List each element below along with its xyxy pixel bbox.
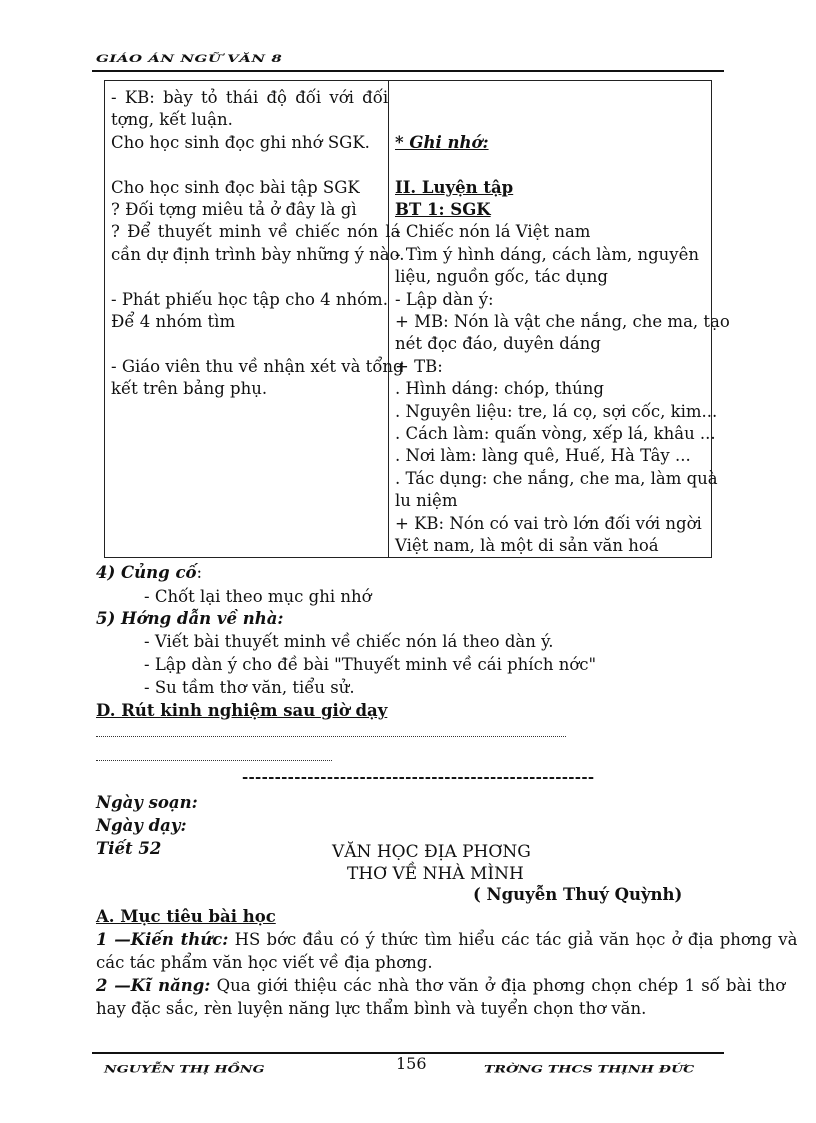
ki-nang-text: Qua giới thiệu các nhà thơ văn ở địa phơng chọn chép 1 số bài thơ: [210, 976, 786, 995]
kien-thuc-label: 1 —Kiến thức:: [96, 930, 229, 949]
ki-nang-label: 2 —Kĩ năng:: [96, 976, 211, 995]
right-line: + TB:: [395, 356, 443, 376]
cung-co-colon: :: [196, 563, 203, 582]
content-column: [389, 81, 730, 558]
section-a-heading: A. Mục tiêu bài học: [96, 907, 276, 926]
right-line: nét đọc đáo, duyên dáng: [395, 334, 601, 354]
left-line: Để 4 nhóm tìm: [111, 312, 236, 332]
ki-nang-text-2: hay đặc sắc, rèn luyện năng lực thẩm bình và tuyển chọn thơ văn.: [96, 999, 647, 1018]
right-line: . Cách làm: quấn vòng, xếp lá, khâu ...: [395, 424, 716, 444]
ghi-nho-heading: * Ghi nhớ:: [395, 132, 489, 152]
header-title: GIÁO ÁN NGỮ VĂN 8: [96, 52, 283, 65]
lesson-title-2: THƠ VỀ NHÀ MÌNH: [347, 864, 524, 884]
huong-dan-item: - Su tầm thơ văn, tiểu sử.: [144, 678, 355, 697]
footer-teacher: NGUYỄN THỊ HỒNG: [104, 1064, 265, 1076]
left-line: kết trên bảng phụ.: [111, 379, 268, 399]
right-line: + KB: Nón có vai trò lớn đối với ngời: [395, 513, 702, 533]
left-line: Cho học sinh đọc bài tập SGK: [111, 177, 360, 197]
kien-thuc-line: [96, 930, 797, 949]
tiet: Tiết 52: [96, 839, 162, 858]
cung-co-label: 4) Củng cố: [96, 563, 197, 582]
right-line: Việt nam, là một di sản văn hoá: [395, 536, 659, 556]
left-line: ? Đối tợng miêu tả ở đây là gì: [111, 200, 357, 220]
bt1-heading: BT 1: SGK: [395, 199, 491, 219]
lesson-title-1: VĂN HỌC ĐỊA PHƠNG: [332, 842, 531, 862]
teacher-activities-column: [105, 81, 405, 558]
footer-school: TRỜNG THCS THỊNH ĐỨC: [484, 1064, 695, 1076]
right-line: - Tìm ý hình dáng, cách làm, nguyên: [395, 244, 700, 264]
separator: ------------------------------------------------------: [242, 768, 595, 786]
left-line: - Phát phiếu học tập cho 4 nhóm.: [111, 289, 388, 309]
left-line: cần dự định trình bày những ý nào.: [111, 244, 405, 264]
huong-dan-heading: 5) Hớng dẫn về nhà:: [96, 609, 284, 628]
ngay-soan: Ngày soạn:: [96, 793, 198, 812]
right-line: . Tác dụng: che nắng, che ma, làm quà: [395, 468, 718, 488]
right-line: - Chiếc nón lá Việt nam: [395, 222, 591, 242]
right-line: . Nguyên liệu: tre, lá cọ, sợi cốc, kim...: [395, 401, 718, 421]
right-line: . Hình dáng: chóp, thúng: [395, 379, 604, 399]
right-line: - Lập dàn ý:: [395, 289, 494, 309]
page-number: 156: [396, 1054, 427, 1073]
left-line: - Giáo viên thu về nhận xét và tổng: [111, 356, 404, 376]
luyen-tap-heading: II. Luyện tập: [395, 177, 514, 197]
huong-dan-item: - Lập dàn ý cho đề bài "Thuyết minh về cái phích nớc": [144, 655, 597, 674]
ngay-day: Ngày dạy:: [96, 816, 187, 835]
right-line: . Nơi làm: làng quê, Huế, Hà Tây ...: [395, 446, 691, 466]
ki-nang-line: [96, 976, 785, 995]
dotted-line: [96, 760, 332, 761]
rut-kinh-nghiem-heading: D. Rút kinh nghiệm sau giờ dạy: [96, 701, 388, 720]
right-line: lu niệm: [395, 491, 458, 511]
cung-co-heading: [96, 563, 202, 582]
cung-co-item: - Chốt lại theo mục ghi nhớ: [144, 587, 372, 606]
right-line: + MB: Nón là vật che nắng, che ma, tạo: [395, 312, 730, 332]
lesson-table: [104, 80, 730, 558]
left-line: tợng, kết luận.: [111, 110, 233, 130]
dotted-line: [96, 736, 566, 737]
kien-thuc-text: HS bớc đầu có ý thức tìm hiểu các tác giả văn học ở địa phơng và: [228, 930, 798, 949]
left-line: ? Để thuyết minh về chiếc nón lá: [111, 222, 401, 242]
header-rule: [92, 70, 724, 72]
kien-thuc-text-2: các tác phẩm văn học viết về địa phơng.: [96, 953, 433, 972]
lesson-author: ( Nguyễn Thuý Quỳnh): [473, 885, 683, 904]
right-line: liệu, nguồn gốc, tác dụng: [395, 267, 608, 287]
left-line: - KB: bày tỏ thái độ đối với đối: [111, 88, 389, 107]
left-line: Cho học sinh đọc ghi nhớ SGK.: [111, 132, 370, 152]
huong-dan-item: - Viết bài thuyết minh về chiếc nón lá theo dàn ý.: [144, 632, 554, 651]
